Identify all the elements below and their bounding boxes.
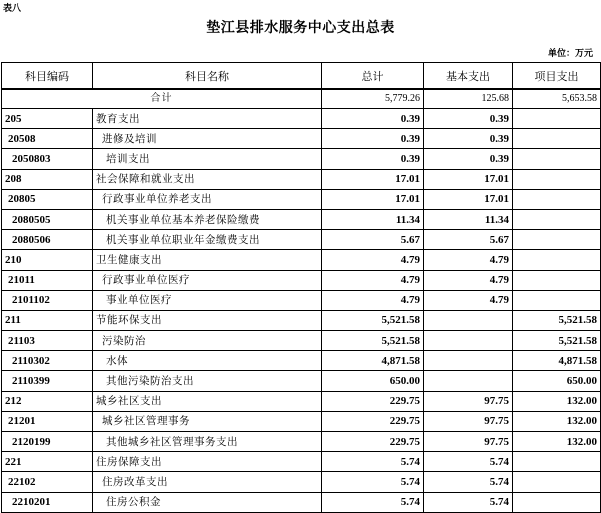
account-code: 221 [2, 452, 93, 472]
basic-amount: 4.79 [424, 250, 513, 270]
project-amount [513, 169, 601, 189]
expenditure-table [1, 62, 601, 513]
total-amount: 4.79 [322, 290, 424, 310]
account-name: 住房改革支出 [93, 472, 322, 492]
table-row [2, 492, 601, 512]
table-row [2, 270, 601, 290]
account-code: 2101102 [2, 290, 93, 310]
basic-amount: 97.75 [424, 432, 513, 452]
basic-amount [424, 371, 513, 391]
account-code: 2050803 [2, 149, 93, 169]
total-row [2, 89, 601, 109]
table-row [2, 250, 601, 270]
account-name: 污染防治 [93, 331, 322, 351]
basic-amount: 4.79 [424, 290, 513, 310]
basic-amount: 11.34 [424, 209, 513, 229]
total-label: 合计 [2, 89, 322, 109]
project-amount [513, 472, 601, 492]
header-code: 科目编码 [2, 63, 93, 90]
table-row [2, 351, 601, 371]
header-row [2, 63, 601, 90]
total-amount: 17.01 [322, 169, 424, 189]
account-name: 节能环保支出 [93, 310, 322, 330]
basic-amount: 5.74 [424, 492, 513, 512]
account-name: 行政事业单位医疗 [93, 270, 322, 290]
total-amount: 229.75 [322, 391, 424, 411]
total-project: 5,653.58 [513, 89, 601, 109]
basic-amount: 97.75 [424, 391, 513, 411]
account-code: 210 [2, 250, 93, 270]
account-name: 卫生健康支出 [93, 250, 322, 270]
total-amount: 0.39 [322, 129, 424, 149]
account-code: 20508 [2, 129, 93, 149]
total-amount: 0.39 [322, 149, 424, 169]
account-code: 2210201 [2, 492, 93, 512]
basic-amount: 4.79 [424, 270, 513, 290]
basic-amount [424, 310, 513, 330]
account-code: 2120199 [2, 432, 93, 452]
project-amount [513, 492, 601, 512]
account-name: 城乡社区支出 [93, 391, 322, 411]
basic-amount: 5.74 [424, 472, 513, 492]
table-row [2, 391, 601, 411]
table-row [2, 209, 601, 229]
total-amount: 229.75 [322, 411, 424, 431]
total-basic: 125.68 [424, 89, 513, 109]
table-row [2, 411, 601, 431]
table-row [2, 290, 601, 310]
project-amount [513, 189, 601, 209]
table-row [2, 310, 601, 330]
account-code: 2110302 [2, 351, 93, 371]
total-amount: 650.00 [322, 371, 424, 391]
total-amount: 11.34 [322, 209, 424, 229]
basic-amount: 0.39 [424, 109, 513, 129]
table-row [2, 472, 601, 492]
project-amount: 4,871.58 [513, 351, 601, 371]
account-name: 其他城乡社区管理事务支出 [93, 432, 322, 452]
table-number: 表八 [3, 4, 22, 14]
account-code: 21201 [2, 411, 93, 431]
total-amount: 4.79 [322, 250, 424, 270]
basic-amount: 97.75 [424, 411, 513, 431]
project-amount: 132.00 [513, 391, 601, 411]
project-amount [513, 149, 601, 169]
total-amount: 4.79 [322, 270, 424, 290]
account-name: 进修及培训 [93, 129, 322, 149]
total-amount: 5.74 [322, 492, 424, 512]
total-amount: 5,521.58 [322, 310, 424, 330]
account-name: 城乡社区管理事务 [93, 411, 322, 431]
table-row [2, 129, 601, 149]
account-name: 住房保障支出 [93, 452, 322, 472]
account-code: 21103 [2, 331, 93, 351]
account-code: 211 [2, 310, 93, 330]
project-amount [513, 209, 601, 229]
project-amount: 132.00 [513, 411, 601, 431]
header-name: 科目名称 [93, 63, 322, 90]
total-amount: 4,871.58 [322, 351, 424, 371]
basic-amount [424, 351, 513, 371]
total-amount: 5.67 [322, 230, 424, 250]
project-amount [513, 250, 601, 270]
account-name: 机关事业单位基本养老保险缴费 [93, 209, 322, 229]
table-body [2, 89, 601, 512]
basic-amount [424, 331, 513, 351]
account-code: 2080505 [2, 209, 93, 229]
table-row [2, 189, 601, 209]
account-name: 教育支出 [93, 109, 322, 129]
project-amount [513, 290, 601, 310]
header-total: 总计 [322, 63, 424, 90]
table-row [2, 109, 601, 129]
basic-amount: 17.01 [424, 169, 513, 189]
project-amount [513, 129, 601, 149]
project-amount: 5,521.58 [513, 331, 601, 351]
account-name: 水体 [93, 351, 322, 371]
table-row [2, 452, 601, 472]
table-row [2, 149, 601, 169]
table-row [2, 371, 601, 391]
table-row [2, 169, 601, 189]
document-title: 垫江县排水服务中心支出总表 [206, 20, 395, 36]
total-amount: 5.74 [322, 472, 424, 492]
total-amount: 5,779.26 [322, 89, 424, 109]
account-code: 208 [2, 169, 93, 189]
project-amount [513, 230, 601, 250]
account-name: 社会保障和就业支出 [93, 169, 322, 189]
total-amount: 5,521.58 [322, 331, 424, 351]
account-name: 事业单位医疗 [93, 290, 322, 310]
account-code: 2110399 [2, 371, 93, 391]
table-row [2, 230, 601, 250]
project-amount: 132.00 [513, 432, 601, 452]
header-project: 项目支出 [513, 63, 601, 90]
account-code: 20805 [2, 189, 93, 209]
total-amount: 229.75 [322, 432, 424, 452]
table-row [2, 432, 601, 452]
account-code: 21011 [2, 270, 93, 290]
account-name: 其他污染防治支出 [93, 371, 322, 391]
basic-amount: 5.74 [424, 452, 513, 472]
table-row [2, 331, 601, 351]
unit-label: 单位：万元 [547, 49, 593, 59]
total-amount: 17.01 [322, 189, 424, 209]
account-code: 212 [2, 391, 93, 411]
project-amount: 5,521.58 [513, 310, 601, 330]
account-name: 培训支出 [93, 149, 322, 169]
total-amount: 0.39 [322, 109, 424, 129]
total-amount: 5.74 [322, 452, 424, 472]
project-amount [513, 270, 601, 290]
account-code: 22102 [2, 472, 93, 492]
account-code: 205 [2, 109, 93, 129]
basic-amount: 0.39 [424, 149, 513, 169]
header-basic: 基本支出 [424, 63, 513, 90]
account-name: 行政事业单位养老支出 [93, 189, 322, 209]
account-name: 住房公积金 [93, 492, 322, 512]
project-amount: 650.00 [513, 371, 601, 391]
project-amount [513, 452, 601, 472]
account-code: 2080506 [2, 230, 93, 250]
basic-amount: 0.39 [424, 129, 513, 149]
basic-amount: 17.01 [424, 189, 513, 209]
project-amount [513, 109, 601, 129]
account-name: 机关事业单位职业年金缴费支出 [93, 230, 322, 250]
basic-amount: 5.67 [424, 230, 513, 250]
